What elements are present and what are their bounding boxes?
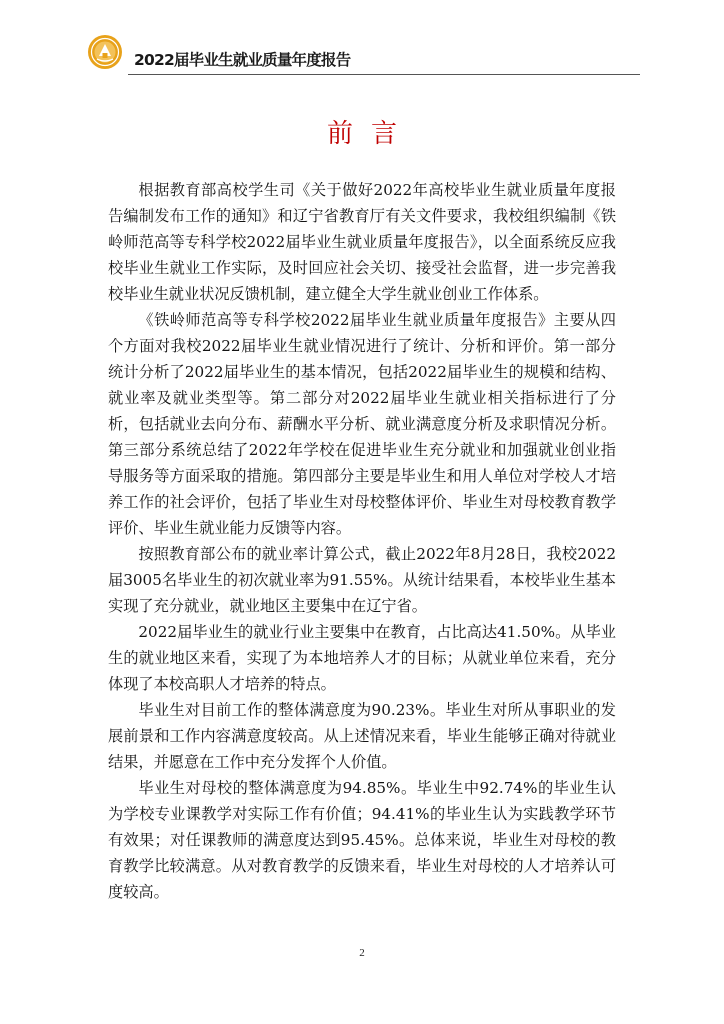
- paragraph: 按照教育部公布的就业率计算公式，截止2022年8月28日，我校2022届3005名毕业生的初次就业率为91.55%。从统计结果看，本校毕业生基本实现了充分就业，就业地区主要集中在辽宁省。: [108, 545, 616, 615]
- paragraph: 《铁岭师范高等专科学校2022届毕业生就业质量年度报告》主要从四个方面对我校2022届毕业生就业情况进行了统计、分析和评价。第一部分统计分析了2022届毕业生的基本情况，包括2022届毕业生的规模和结构、就业率及就业类型等。第二部分对2022届毕业生就业相关指标进行了分析，包括就业去向分布、薪酬水平分析、就业满意度分析及求职情况分析。第三部分系统总结了2022年学校在促进毕业生充分就业和加强就业创业指导服务等方面采取的措施。第四部分主要是毕业生和用人单位对学校人才培养工作的社会评价，包括了毕业生对母校整体评价、毕业生对母校教育教学评价、毕业生就业能力反馈等内容。: [108, 311, 616, 537]
- header-divider: [128, 74, 640, 75]
- page-title: 前言: [326, 119, 415, 149]
- document-body: [108, 177, 616, 905]
- paragraph: 2022届毕业生的就业行业主要集中在教育，占比高达41.50%。从毕业生的就业地区来看，实现了为本地培养人才的目标；从就业单位来看，充分体现了本校高职人才培养的特点。: [108, 623, 616, 693]
- page-header: [84, 34, 640, 78]
- page-number: 2: [359, 947, 365, 959]
- school-emblem-icon: [87, 34, 123, 70]
- paragraph: 根据教育部高校学生司《关于做好2022年高校毕业生就业质量年度报告编制发布工作的通知》和辽宁省教育厅有关文件要求，我校组织编制《铁岭师范高等专科学校2022届毕业生就业质量年度报告》，以全面系统反应我校毕业生就业工作实际，及时回应社会关切、接受社会监督，进一步完善我校毕业生就业状况反馈机制，建立健全大学生就业创业工作体系。: [108, 181, 616, 303]
- paragraph: 毕业生对目前工作的整体满意度为90.23%。毕业生对所从事职业的发展前景和工作内容满意度较高。从上述情况来看，毕业生能够正确对待就业结果，并愿意在工作中充分发挥个人价值。: [108, 701, 616, 771]
- header-title: 2022届毕业生就业质量年度报告: [134, 51, 351, 69]
- paragraph: 毕业生对母校的整体满意度为94.85%。毕业生中92.74%的毕业生认为学校专业课教学对实际工作有价值；94.41%的毕业生认为实践教学环节有效果；对任课教师的满意度达到95.45%。总体来说，毕业生对母校的教育教学比较满意。从对教育教学的反馈来看，毕业生对母校的人才培养认可度较高。: [108, 779, 616, 901]
